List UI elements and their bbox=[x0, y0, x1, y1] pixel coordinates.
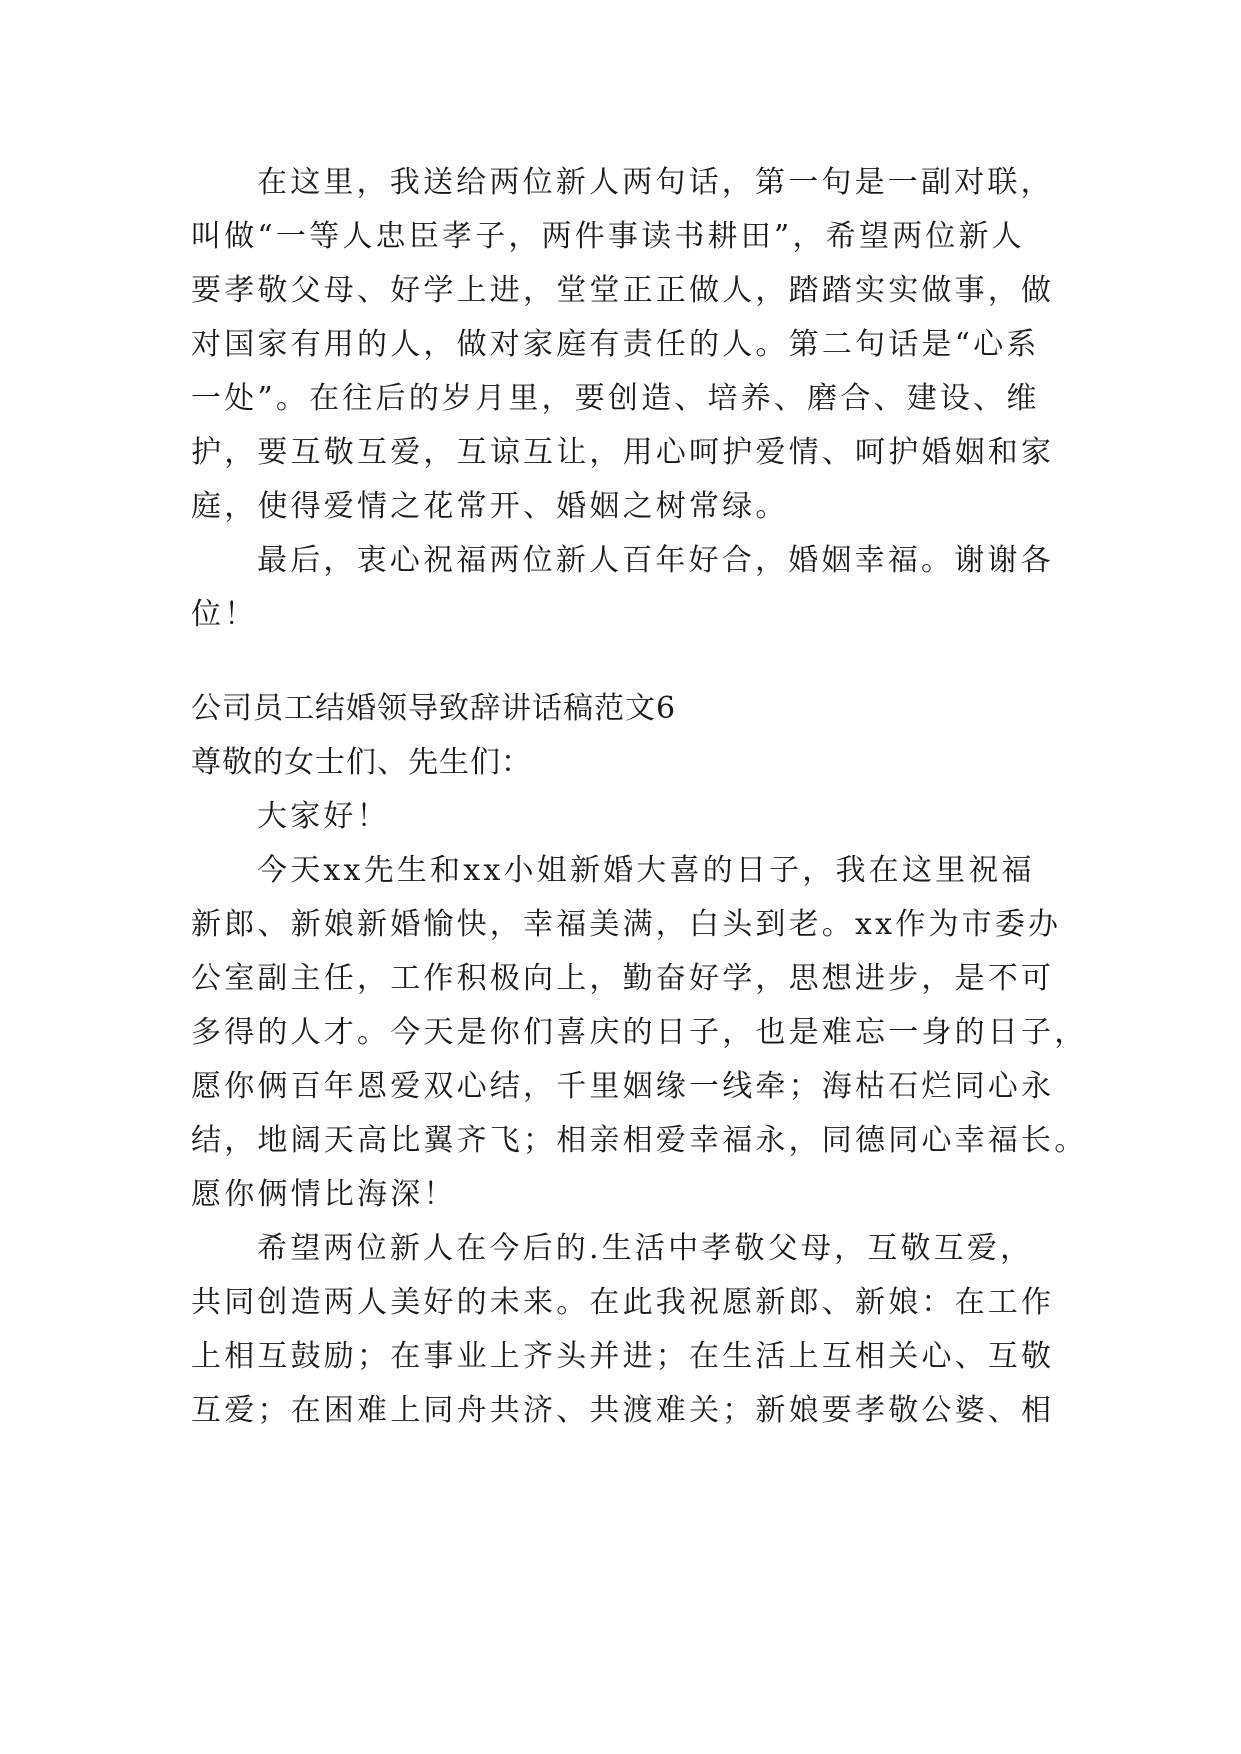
paragraph-1-line-4: 对国家有用的人，做对家庭有责任的人。第二句话是“心系 bbox=[191, 327, 1040, 362]
paragraph-1-line-7: 庭，使得爱情之花常开、婚姻之树常绿。 bbox=[191, 489, 789, 524]
paragraph-3-line-5: 愿你俩百年恩爱双心结，千里姻缘一线牵；海枯石烂同心永 bbox=[191, 1069, 1055, 1104]
paragraph-3-line-3: 公室副主任，工作积极向上，勤奋好学，思想进步，是不可 bbox=[191, 961, 1055, 996]
paragraph-3-line-6: 结，地阔天高比翼齐飞；相亲相爱幸福永，同德同心幸福长。 bbox=[191, 1123, 1088, 1158]
paragraph-3-line-7: 愿你俩情比海深！ bbox=[191, 1177, 457, 1212]
paragraph-3-line-4: 多得的人才。今天是你们喜庆的日子，也是难忘一身的日子， bbox=[191, 1015, 1088, 1050]
salutation: 尊敬的女士们、先生们： bbox=[191, 745, 532, 780]
paragraph-4-line-1: 希望两位新人在今后的.生活中孝敬父母，互敬互爱， bbox=[257, 1231, 1034, 1266]
paragraph-1-line-6: 护，要互敬互爱，互谅互让，用心呵护爱情、呵护婚姻和家 bbox=[191, 435, 1055, 470]
paragraph-1-line-1: 在这里，我送给两位新人两句话，第一句是一副对联， bbox=[257, 165, 1054, 200]
paragraph-3-line-2: 新郎、新娘新婚愉快，幸福美满，白头到老。xx作为市委办 bbox=[191, 907, 1062, 942]
paragraph-1-line-5: 一处”。在往后的岁月里，要创造、培养、磨合、建设、维 bbox=[191, 381, 1040, 416]
paragraph-4-line-4: 互爱；在困难上同舟共济、共渡难关；新娘要孝敬公婆、相 bbox=[191, 1393, 1055, 1428]
paragraph-4-line-3: 上相互鼓励；在事业上齐头并进；在生活上互相关心、互敬 bbox=[191, 1339, 1055, 1374]
paragraph-3-line-1: 今天xx先生和xx小姐新婚大喜的日子，我在这里祝福 bbox=[257, 853, 1035, 888]
paragraph-2-line-1: 最后，衷心祝福两位新人百年好合，婚姻幸福。谢谢各 bbox=[257, 543, 1054, 578]
section-title: 公司员工结婚领导致辞讲话稿范文6 bbox=[191, 691, 677, 726]
paragraph-2-line-2: 位！ bbox=[191, 597, 258, 632]
paragraph-1-line-2: 叫做“一等人忠臣孝子，两件事读书耕田”，希望两位新人 bbox=[191, 219, 1025, 254]
greeting: 大家好！ bbox=[257, 799, 390, 834]
paragraph-1-line-3: 要孝敬父母、好学上进，堂堂正正做人，踏踏实实做事，做 bbox=[191, 273, 1055, 308]
paragraph-4-line-2: 共同创造两人美好的未来。在此我祝愿新郎、新娘：在工作 bbox=[191, 1285, 1055, 1320]
